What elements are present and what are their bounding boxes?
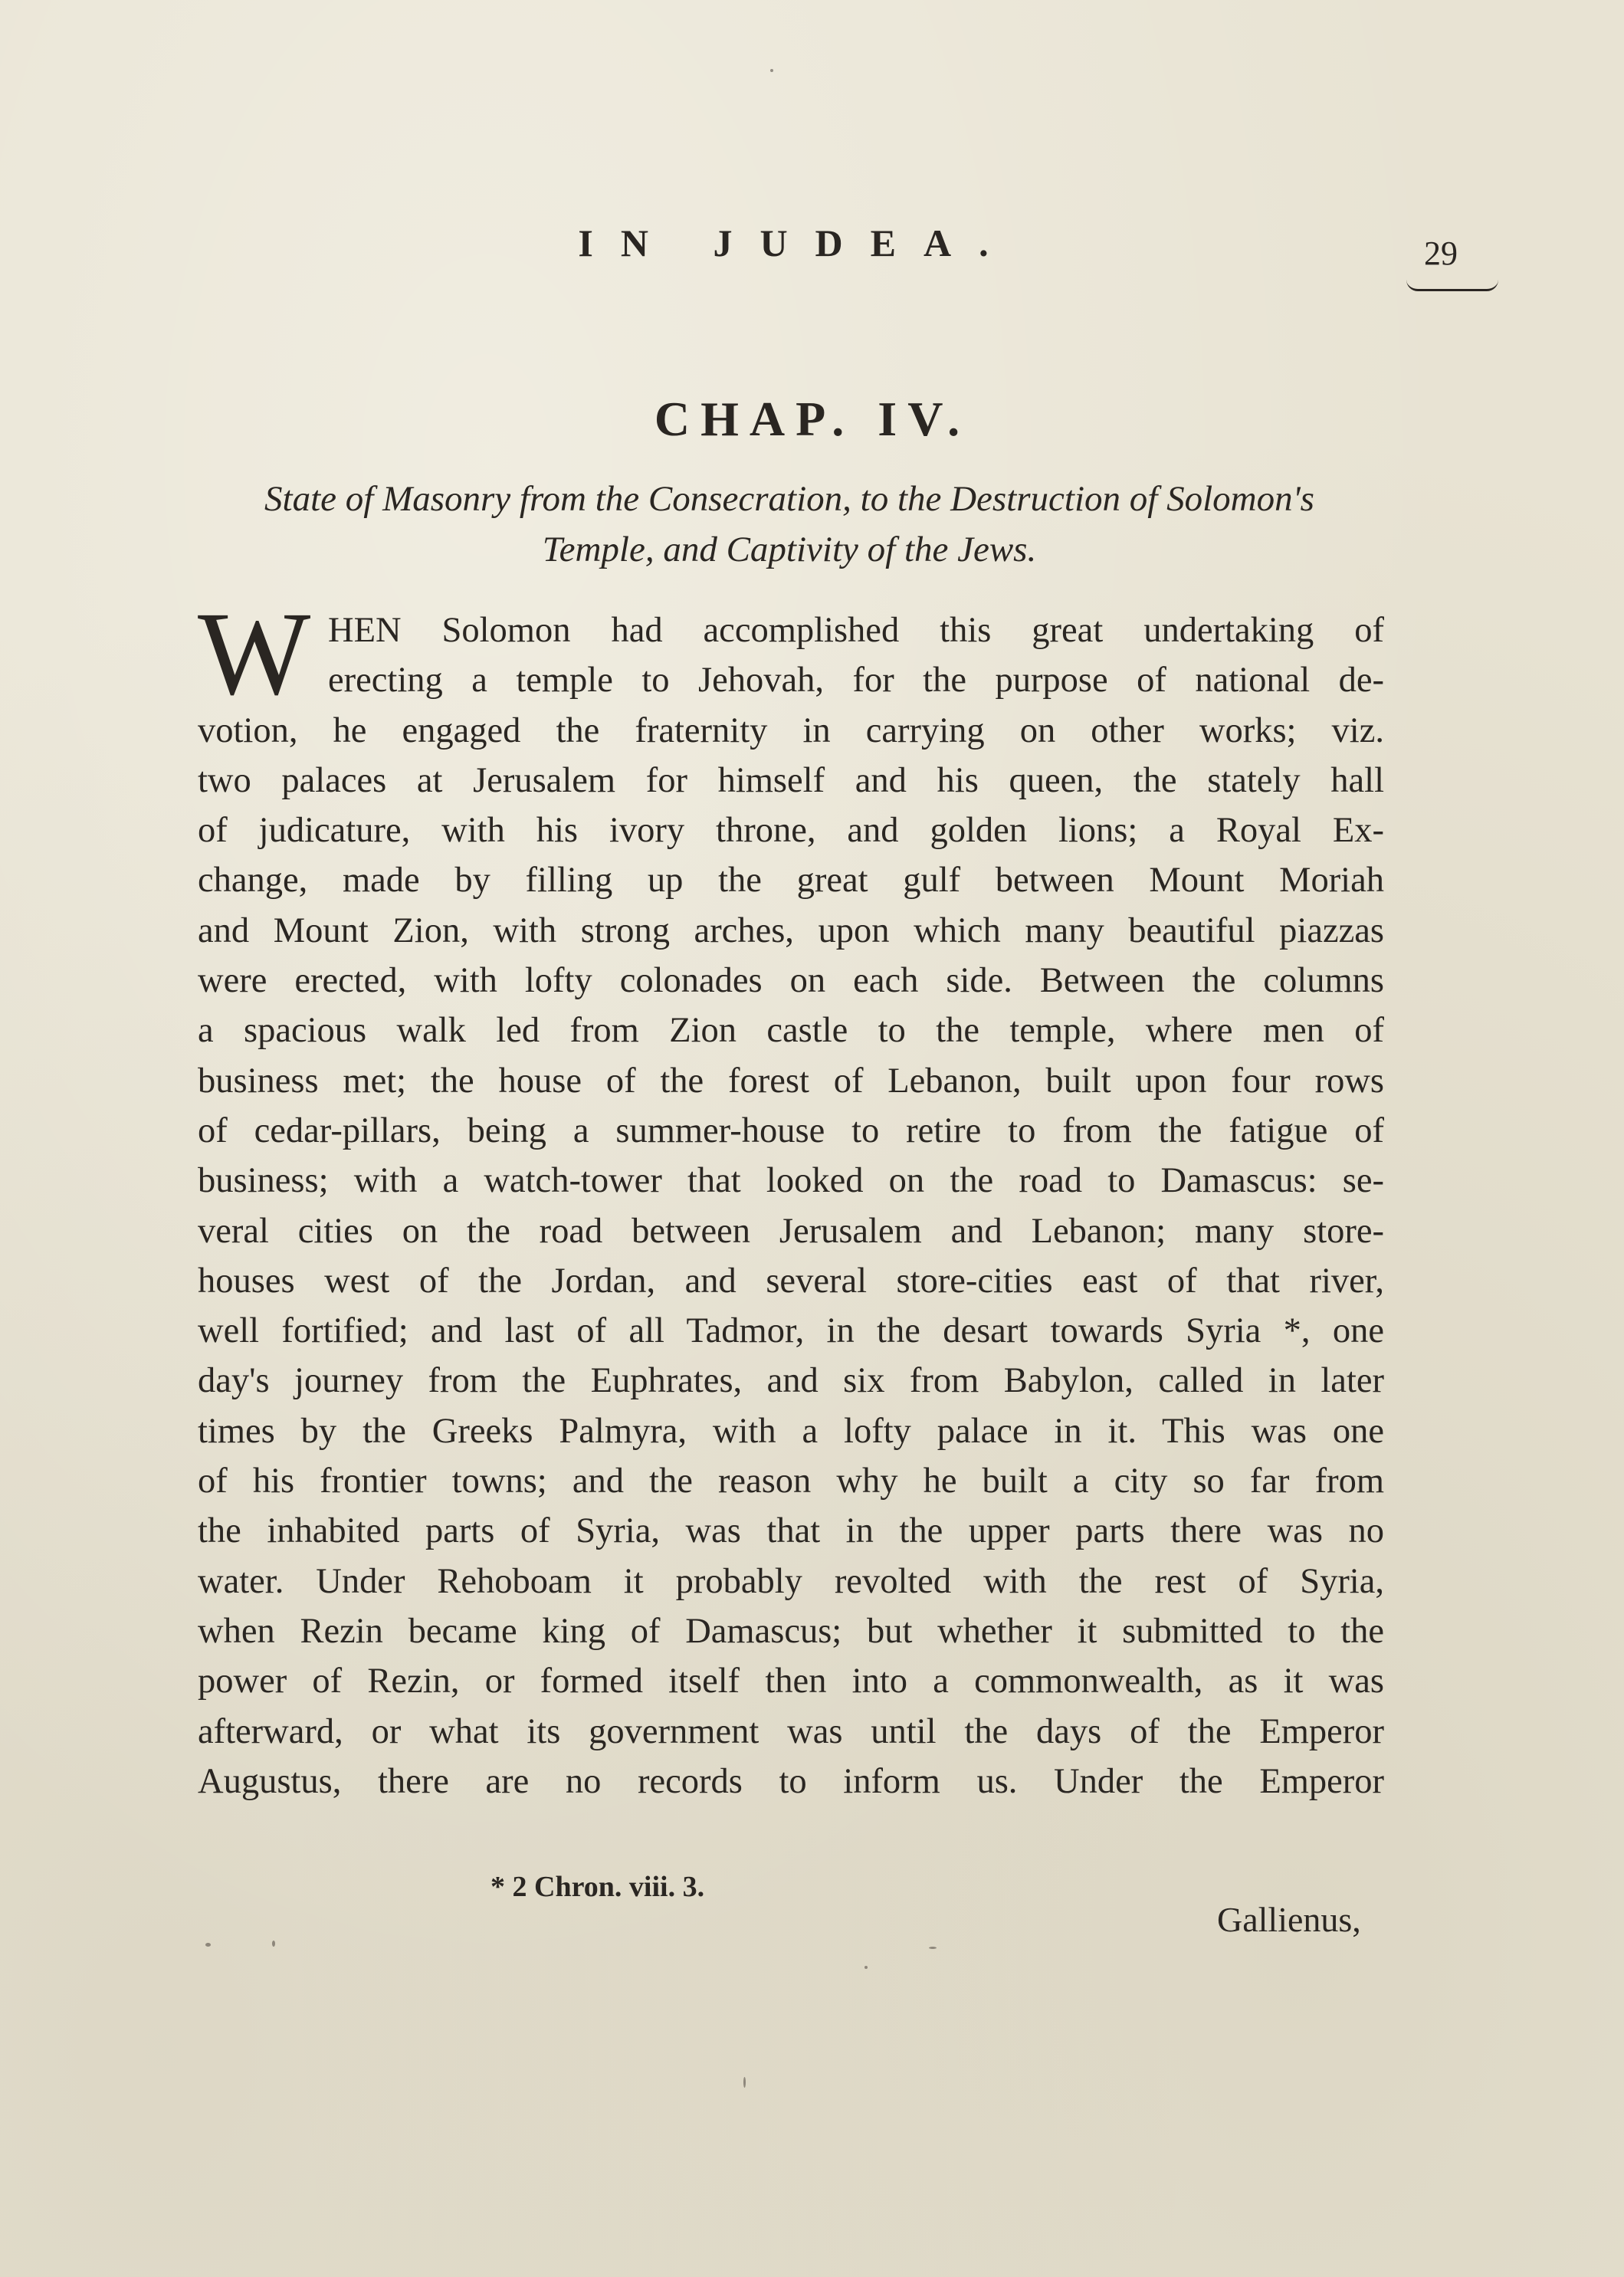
chapter-title: CHAP. IV. xyxy=(654,392,971,446)
body-text xyxy=(198,605,1384,1806)
paper-speck xyxy=(864,1966,868,1969)
subtitle-line: State of Masonry from the Consecration, to the Destruction of Solomon's xyxy=(264,479,1314,519)
text-line: when Rezin became king of Damascus; but whether it submitted to the xyxy=(198,1611,1384,1651)
subtitle-line: Temple, and Captivity of the Jews. xyxy=(542,530,1037,569)
running-head: IN JUDEA. xyxy=(578,221,1016,264)
text-line: of cedar-pillars, being a summer-house to retire to from the fatigue of xyxy=(198,1111,1384,1150)
catchword: Gallienus, xyxy=(1217,1900,1361,1939)
text-line: of judicature, with his ivory throne, and golden lions; a Royal Ex- xyxy=(198,811,1384,851)
drop-cap: W xyxy=(198,587,311,720)
paper-speck xyxy=(743,2077,746,2088)
text-line: erecting a temple to Jehovah, for the purpose of national de- xyxy=(328,661,1384,700)
text-line: veral cities on the road between Jerusalem and Lebanon; many store- xyxy=(198,1211,1384,1251)
page-number-rule xyxy=(1406,280,1498,291)
text-line: houses west of the Jordan, and several store-cities east of that river, xyxy=(198,1261,1384,1301)
text-line: change, made by filling up the great gulf between Mount Moriah xyxy=(198,861,1384,901)
text-line: were erected, with lofty colonades on each side. Between the columns xyxy=(198,961,1384,1001)
text-line: times by the Greeks Palmyra, with a lofty palace in it. This was one xyxy=(198,1411,1384,1451)
text-line: power of Rezin, or formed itself then into a commonwealth, as it was xyxy=(198,1662,1384,1701)
text-line: and Mount Zion, with strong arches, upon which many beautiful piazzas xyxy=(198,910,1384,950)
footnote: * 2 Chron. viii. 3. xyxy=(490,1871,705,1903)
text-line: business; with a watch-tower that looked on the road to Damascus: se- xyxy=(198,1161,1384,1201)
paper-speck xyxy=(929,1947,937,1949)
text-line: day's journey from the Euphrates, and six from Babylon, called in later xyxy=(198,1361,1384,1401)
text-line: well fortified; and last of all Tadmor, in the desart towards Syria *, one xyxy=(198,1311,1384,1351)
text-line: afterward, or what its government was until the days of the Emperor xyxy=(198,1711,1384,1751)
text-line: two palaces at Jerusalem for himself and his queen, the stately hall xyxy=(198,760,1384,800)
paper-speck xyxy=(272,1941,275,1947)
chapter-subtitle xyxy=(192,474,1387,575)
paper-speck xyxy=(770,69,773,72)
text-line: the inhabited parts of Syria, was that in the upper parts there was no xyxy=(198,1511,1384,1551)
text-line: Augustus, there are no records to inform us. Under the Emperor xyxy=(198,1761,1384,1801)
text-line: a spacious walk led from Zion castle to the temple, where men of xyxy=(198,1011,1384,1051)
page-number: 29 xyxy=(1424,235,1458,272)
text-line: water. Under Rehoboam it probably revolted with the rest of Syria, xyxy=(198,1561,1384,1601)
paper-speck xyxy=(205,1943,211,1947)
text-line: of his frontier towns; and the reason why he built a city so far from xyxy=(198,1462,1384,1501)
text-line: HEN Solomon had accomplished this great undertaking of xyxy=(328,611,1384,650)
text-line: votion, he engaged the fraternity in carrying on other works; viz. xyxy=(198,710,1384,750)
text-line: business met; the house of the forest of Lebanon, built upon four rows xyxy=(198,1061,1384,1101)
